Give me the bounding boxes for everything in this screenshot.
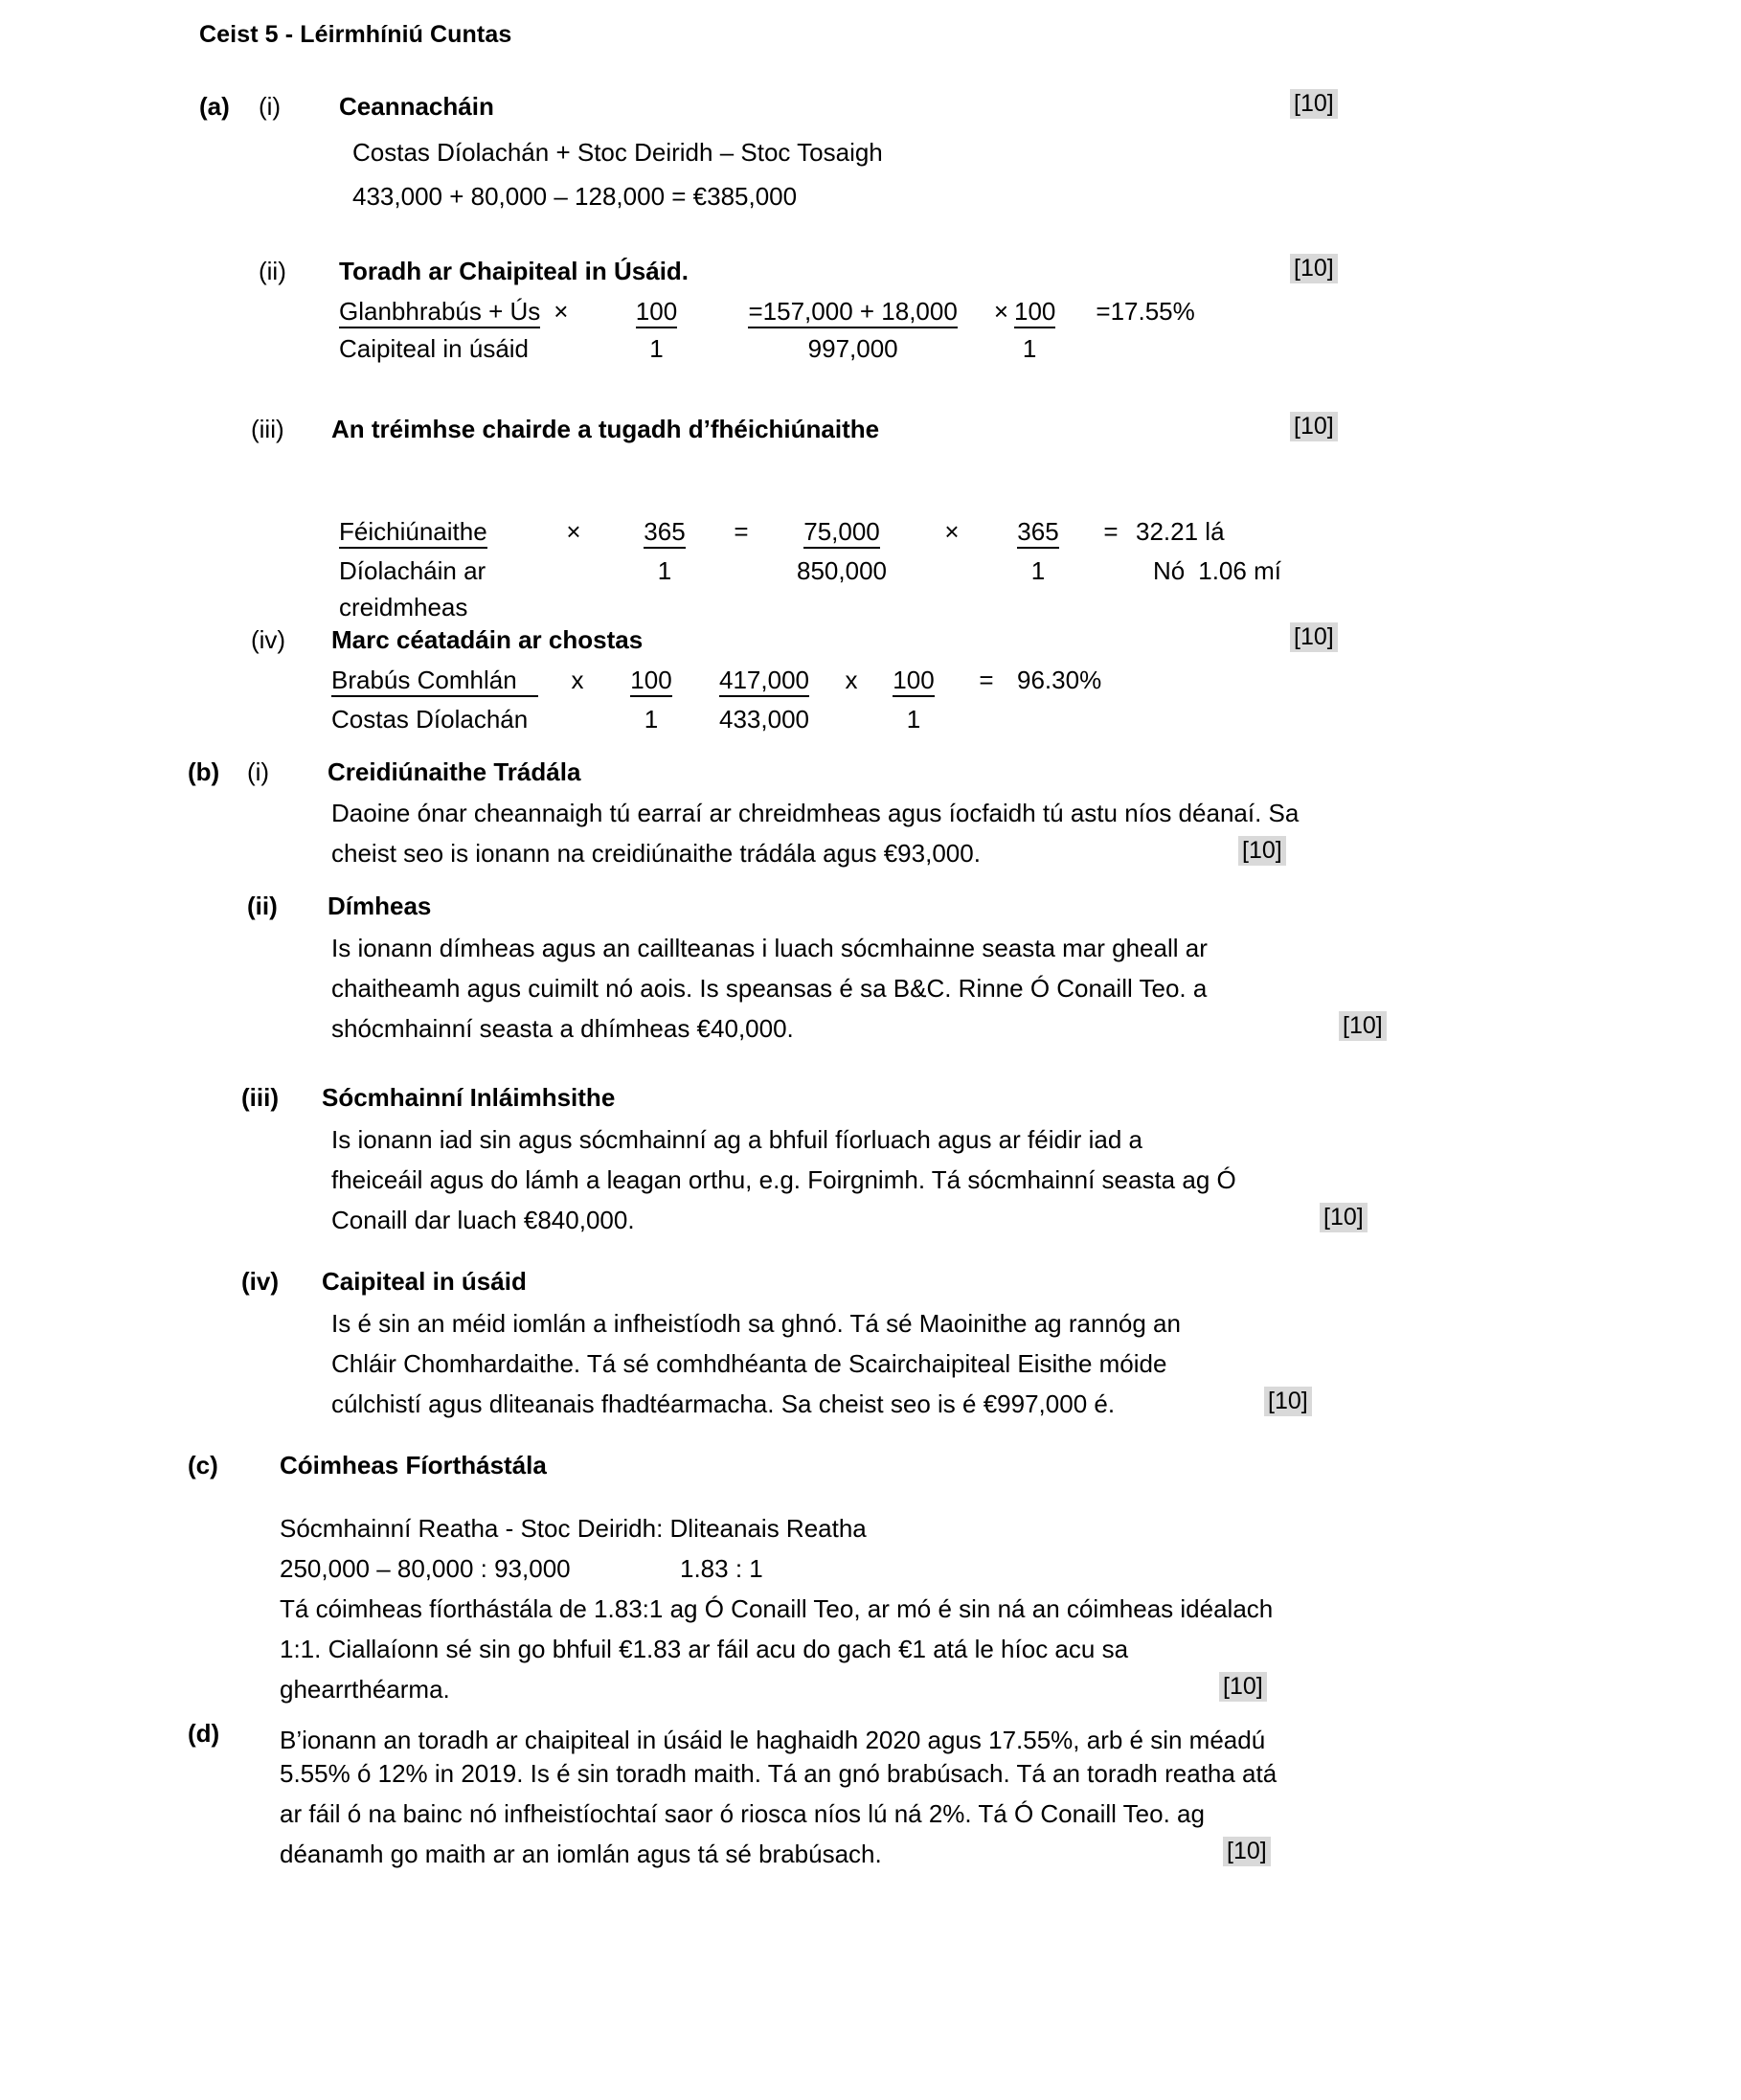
roce-frac2-num: 100 — [636, 297, 677, 328]
section-d-line-4: déanamh go maith ar an iomlán agus tá sé brabúsach. — [280, 1840, 882, 1868]
section-c-line-3: Tá cóimheas fíorthástála de 1.83:1 ag Ó Conaill Teo, ar mó é sin ná an cóimheas idéalach — [280, 1594, 1274, 1623]
page-title: Ceist 5 - Léirmhíniú Cuntas — [199, 21, 512, 48]
roce-frac4-num: 100 — [1014, 297, 1055, 328]
debtor-days-result-days: 32.21 lá — [1136, 517, 1225, 546]
section-a-item-i-line-1: Costas Díolachán + Stoc Deiridh – Stoc Tosaigh — [352, 138, 883, 167]
roce-numerator: Glanbhrabús + Ús — [339, 297, 540, 328]
markup-frac4-den: 1 — [906, 704, 921, 734]
marks-badge-b-ii: [10] — [1339, 1014, 1387, 1038]
debtor-days-frac3-den: 850,000 — [797, 555, 887, 585]
section-b-item-iv-heading: Caipiteal in úsáid — [322, 1267, 527, 1296]
section-c-label: (c) — [188, 1451, 218, 1479]
roce-frac3-num: =157,000 + 18,000 — [748, 297, 957, 328]
section-b-item-i-header — [188, 759, 580, 784]
debtor-days-frac2-den: 1 — [657, 555, 672, 585]
debtor-days-eq-2: = — [1103, 517, 1119, 546]
debtor-days-frac3-num: 75,000 — [803, 517, 880, 549]
section-b-item-iii-paragraph-line-2: fheiceáil agus do lámh a leagan orthu, e.g. Foirgnimh. Tá sócmhainní seasta ag Ó — [331, 1165, 1236, 1194]
section-a-item-iii-formula — [339, 517, 1281, 622]
section-c-heading: Cóimheas Fíorthástála — [280, 1451, 547, 1479]
roce-op-1: × — [554, 297, 569, 326]
debtor-days-frac2-num: 365 — [644, 517, 685, 549]
section-a-item-iii-heading: An tréimhse chairde a tugadh d’fhéichiúnaithe — [331, 415, 880, 443]
section-b-item-i-roman: (i) — [247, 757, 270, 786]
section-a-item-iv-heading: Marc céatadáin ar chostas — [331, 625, 644, 654]
section-b-item-iii-paragraph-line-3: Conaill dar luach €840,000. — [331, 1206, 635, 1234]
section-a-item-iv-formula — [331, 666, 1101, 734]
section-b-item-ii-paragraph-line-1: Is ionann dímheas agus an caillteanas i luach sócmhainne seasta mar gheall ar — [331, 934, 1208, 962]
markup-op-1: x — [571, 666, 584, 694]
roce-frac3-den: 997,000 — [807, 333, 898, 363]
section-b-item-iv-paragraph-line-3: cúlchistí agus dliteanais fhadtéarmacha. Sa cheist seo is é €997,000 é. — [331, 1389, 1116, 1418]
section-d-label: (d) — [188, 1719, 220, 1748]
section-a-item-i-line-2: 433,000 + 80,000 – 128,000 = €385,000 — [352, 182, 798, 211]
section-d-line-2: 5.55% ó 12% in 2019. Is é sin toradh maith. Tá an gnó brabúsach. Tá an toradh reatha atá — [280, 1759, 1277, 1788]
section-b-item-ii-heading: Dímheas — [328, 892, 432, 920]
section-c-line-2-right: 1.83 : 1 — [680, 1554, 763, 1583]
marks-badge-b-i: [10] — [1238, 839, 1286, 863]
marks-badge-a-i: [10] — [1290, 92, 1338, 116]
section-b-item-iv-paragraph-line-2: Chláir Chomhardaithe. Tá sé comhdhéanta de Scairchaipiteal Eisithe móide — [331, 1349, 1167, 1378]
debtor-days-eq-1: = — [734, 517, 749, 546]
section-a-item-iv-roman: (iv) — [251, 625, 286, 654]
markup-eq: = — [979, 666, 994, 694]
section-a-label: (a) — [199, 92, 230, 121]
markup-frac2-num: 100 — [630, 666, 671, 697]
section-b-item-iii-header — [241, 1085, 615, 1110]
debtor-days-op-1: × — [566, 517, 581, 546]
marks-badge-b-iii: [10] — [1320, 1206, 1368, 1230]
roce-frac2-den: 1 — [649, 333, 664, 363]
marks-badge-c: [10] — [1219, 1675, 1267, 1699]
debtor-days-result-prefix: Nó — [1153, 555, 1186, 585]
section-b-item-i-paragraph-line-1: Daoine ónar cheannaigh tú earraí ar chreidmheas agus íocfaidh tú astu níos déanaí. Sa — [331, 799, 1300, 827]
section-b-item-i-paragraph-line-2: cheist seo is ionann na creidiúnaithe trádála agus €93,000. — [331, 839, 981, 868]
marks-badge-b-iv: [10] — [1264, 1389, 1312, 1413]
debtor-days-denominator-line-1: Díolacháin ar — [339, 555, 486, 585]
section-c-header — [188, 1453, 547, 1478]
debtor-days-op-2: × — [944, 517, 960, 546]
section-a-item-i-roman: (i) — [259, 92, 282, 121]
roce-denominator: Caipiteal in úsáid — [339, 333, 530, 363]
section-a-item-ii-roman: (ii) — [259, 257, 286, 285]
marks-badge-a-ii: [10] — [1290, 257, 1338, 281]
marks-badge-a-iii: [10] — [1290, 415, 1338, 439]
markup-denominator: Costas Díolachán — [331, 704, 529, 734]
section-b-item-iv-header — [241, 1269, 527, 1294]
roce-result: =17.55% — [1096, 297, 1195, 326]
section-b-item-iii-roman: (iii) — [241, 1083, 279, 1112]
markup-result: 96.30% — [1017, 666, 1102, 694]
section-d-line-1: B’ionann an toradh ar chaipiteal in úsáid le haghaidh 2020 agus 17.55%, arb é sin méadú — [280, 1726, 1266, 1754]
markup-op-2: x — [845, 666, 858, 694]
section-a-item-ii-header — [259, 259, 689, 283]
section-b-item-iv-roman: (iv) — [241, 1267, 279, 1296]
marks-badge-d: [10] — [1223, 1840, 1271, 1863]
section-b-item-ii-paragraph-line-2: chaitheamh agus cuimilt nó aois. Is speansas é sa B&C. Rinne Ó Conaill Teo. a — [331, 974, 1208, 1003]
section-a-item-ii-formula — [339, 297, 1195, 363]
section-b-item-ii-paragraph-line-3: shócmhainní seasta a dhímheas €40,000. — [331, 1014, 794, 1043]
section-c-line-4: 1:1. Ciallaíonn sé sin go bhfuil €1.83 ar fáil acu do gach €1 atá le híoc acu sa — [280, 1635, 1129, 1663]
section-d-header — [188, 1721, 1265, 1759]
section-a-item-i-header — [199, 94, 494, 119]
section-b-item-iii-heading: Sócmhainní Inláimhsithe — [322, 1083, 616, 1112]
section-b-item-iii-paragraph-line-1: Is ionann iad sin agus sócmhainní ag a bhfuil fíorluach agus ar féidir iad a — [331, 1125, 1142, 1154]
section-b-item-i-heading: Creidiúnaithe Trádála — [328, 757, 581, 786]
debtor-days-denominator-line-2: creidmheas — [339, 593, 468, 622]
section-a-item-ii-heading: Toradh ar Chaipiteal in Úsáid. — [339, 257, 690, 285]
section-c-line-1: Sócmhainní Reatha - Stoc Deiridh: Dliteanais Reatha — [280, 1514, 867, 1543]
debtor-days-frac4-num: 365 — [1017, 517, 1058, 549]
section-b-item-ii-header — [247, 893, 431, 918]
section-c-line-5: ghearrthéarma. — [280, 1675, 450, 1704]
markup-frac2-den: 1 — [644, 704, 659, 734]
section-c-line-2-left: 250,000 – 80,000 : 93,000 — [280, 1554, 571, 1583]
markup-frac4-num: 100 — [893, 666, 934, 697]
roce-op-2: × — [993, 297, 1008, 326]
section-b-item-iv-paragraph-line-1: Is é sin an méid iomlán a infheistíodh sa ghnó. Tá sé Maoinithe ag rannóg an — [331, 1309, 1181, 1338]
markup-frac3-num: 417,000 — [719, 666, 809, 697]
section-d-line-3: ar fáil ó na bainc nó infheistíochtaí saor ó riosca níos lú ná 2%. Tá Ó Conaill Teo. ag — [280, 1799, 1205, 1828]
markup-frac3-den: 433,000 — [719, 704, 809, 734]
section-a-item-iii-header — [251, 417, 879, 441]
marks-badge-a-iv: [10] — [1290, 625, 1338, 649]
debtor-days-numerator: Féichiúnaithe — [339, 517, 487, 549]
markup-numerator: Brabús Comhlán — [331, 666, 538, 697]
section-b-label: (b) — [188, 757, 220, 786]
section-a-item-iv-header — [251, 627, 643, 652]
debtor-days-frac4-den: 1 — [1030, 555, 1046, 585]
section-b-item-ii-roman: (ii) — [247, 892, 278, 920]
section-a-item-i-heading: Ceannacháin — [339, 92, 494, 121]
debtor-days-result-months: 1.06 mí — [1198, 555, 1281, 585]
section-a-item-iii-roman: (iii) — [251, 415, 284, 443]
roce-frac4-den: 1 — [1022, 333, 1037, 363]
